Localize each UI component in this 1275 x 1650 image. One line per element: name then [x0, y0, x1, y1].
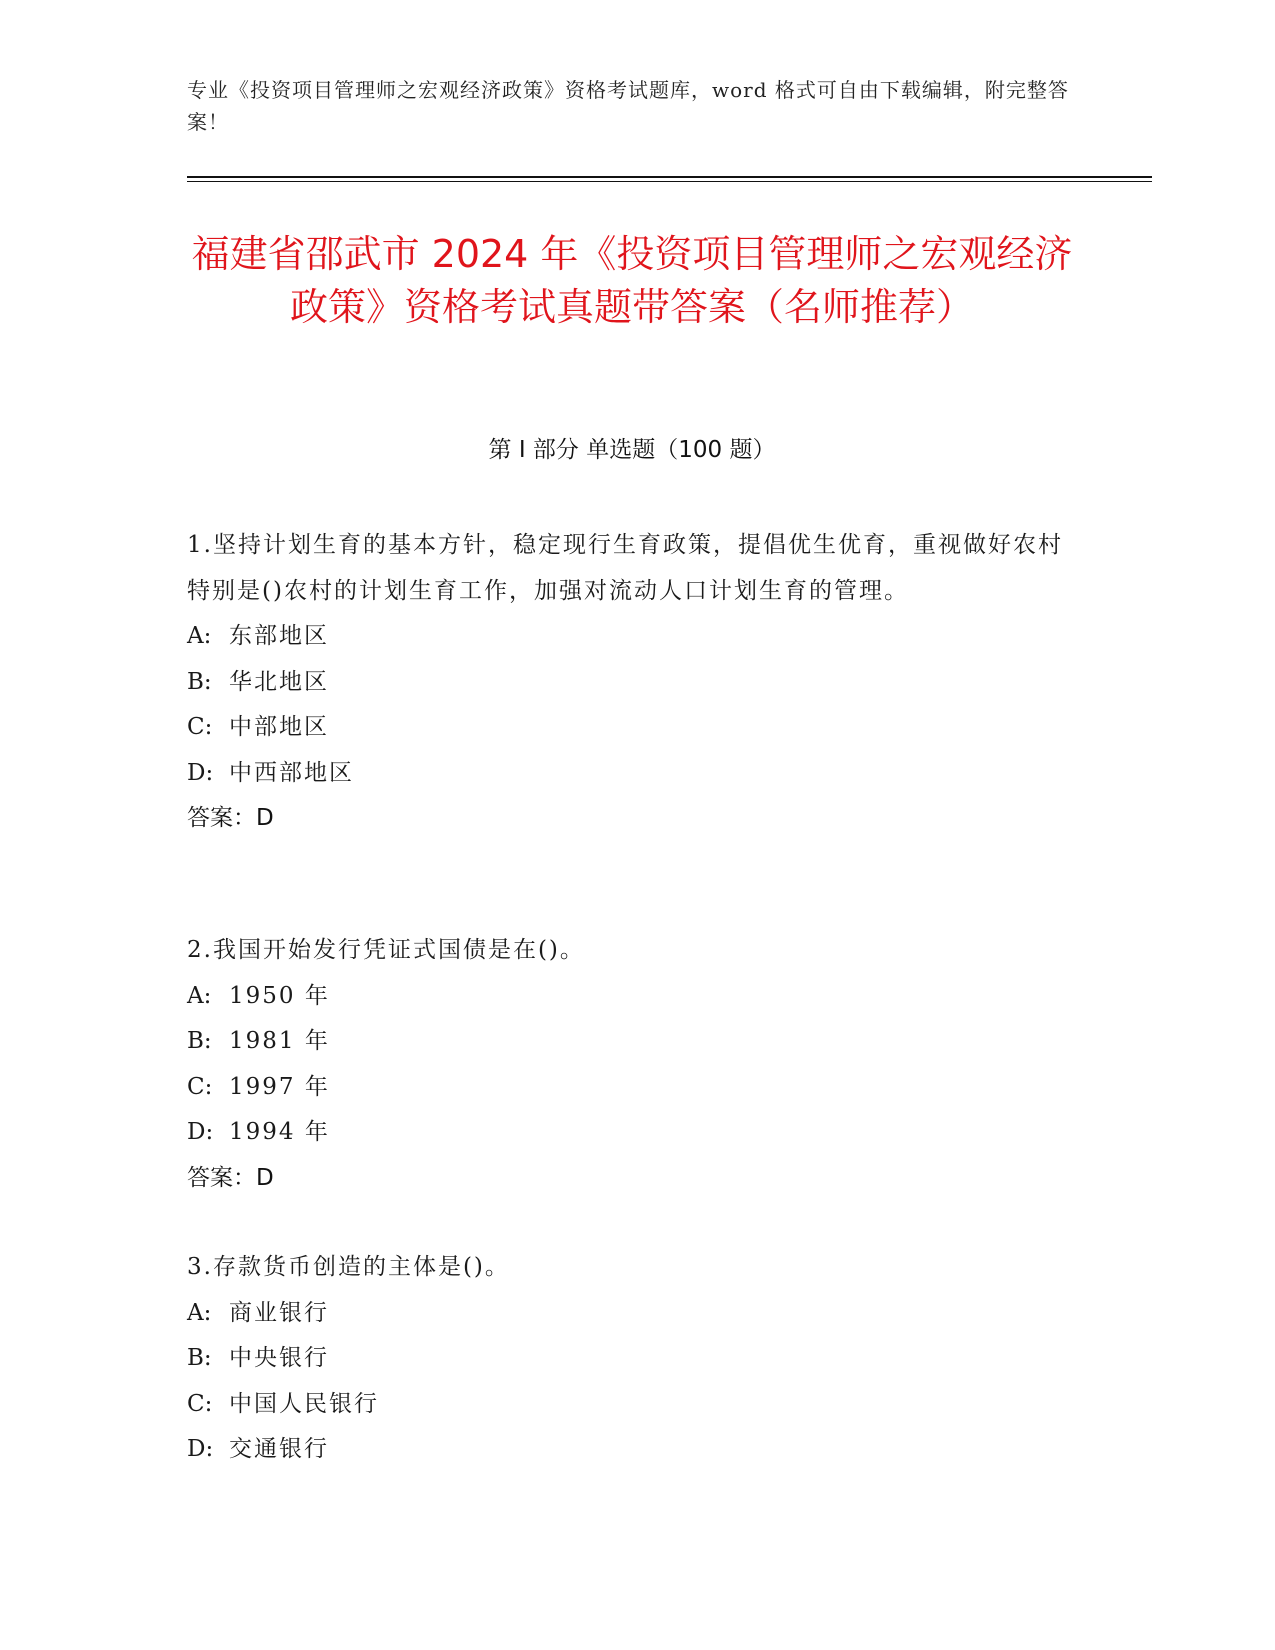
option-text: 商业银行 — [229, 1299, 329, 1326]
question-2 — [187, 928, 1067, 1201]
option-letter: C: — [187, 714, 213, 740]
option-text: 交通银行 — [229, 1436, 329, 1462]
option-d — [187, 1110, 1067, 1156]
option-text: 中央银行 — [229, 1345, 329, 1371]
option-d — [187, 751, 1067, 797]
option-letter: D: — [187, 1119, 214, 1145]
option-c — [187, 705, 1067, 751]
option-b — [187, 1019, 1067, 1065]
option-b — [187, 1336, 1067, 1382]
option-c — [187, 1382, 1067, 1428]
question-stem: 2.我国开始发行凭证式国债是在()。 — [187, 937, 585, 963]
option-letter: A: — [187, 982, 212, 1009]
option-letter: B: — [187, 668, 212, 695]
option-letter: C: — [187, 1390, 213, 1417]
option-text: 1994 年 — [229, 1119, 330, 1145]
option-letter: B: — [187, 1028, 212, 1054]
option-d — [187, 1427, 1067, 1473]
option-c — [187, 1065, 1067, 1111]
question-3 — [187, 1245, 1067, 1473]
option-text: 1981 年 — [229, 1028, 330, 1054]
option-text: 中国人民银行 — [229, 1390, 379, 1417]
option-text: 中西部地区 — [229, 759, 354, 786]
option-letter: C: — [187, 1073, 213, 1100]
option-letter: D: — [187, 759, 214, 786]
answer-line: 答案：D — [187, 805, 274, 831]
option-letter: D: — [187, 1436, 214, 1462]
option-text: 东部地区 — [229, 623, 329, 649]
option-letter: A: — [187, 623, 212, 649]
option-text: 1950 年 — [229, 982, 330, 1009]
option-letter: B: — [187, 1345, 212, 1371]
option-text: 华北地区 — [229, 668, 329, 695]
header-divider-thin — [187, 181, 1152, 182]
option-a — [187, 1291, 1067, 1337]
question-1 — [187, 523, 1067, 842]
option-a — [187, 614, 1067, 660]
question-stem: 3.存款货币创造的主体是()。 — [187, 1254, 510, 1280]
document-title: 福建省邵武市 2024 年《投资项目管理师之宏观经济政策》资格考试真题带答案（名师推荐） — [191, 232, 1073, 329]
header-note: 专业《投资项目管理师之宏观经济政策》资格考试题库，word 格式可自由下载编辑，附完整答案！ — [187, 78, 1069, 134]
answer-line: 答案：D — [187, 1164, 274, 1191]
section-heading: 第 I 部分 单选题（100 题） — [488, 437, 776, 463]
option-letter: A: — [187, 1299, 212, 1326]
option-b — [187, 660, 1067, 706]
option-text: 中部地区 — [229, 714, 329, 740]
option-a — [187, 974, 1067, 1020]
question-stem: 1.坚持计划生育的基本方针，稳定现行生育政策，提倡优生优育，重视做好农村特别是()农村的计划生育工作，加强对流动人口计划生育的管理。 — [187, 532, 1063, 604]
header-divider-thick — [187, 176, 1152, 178]
option-text: 1997 年 — [229, 1073, 330, 1100]
